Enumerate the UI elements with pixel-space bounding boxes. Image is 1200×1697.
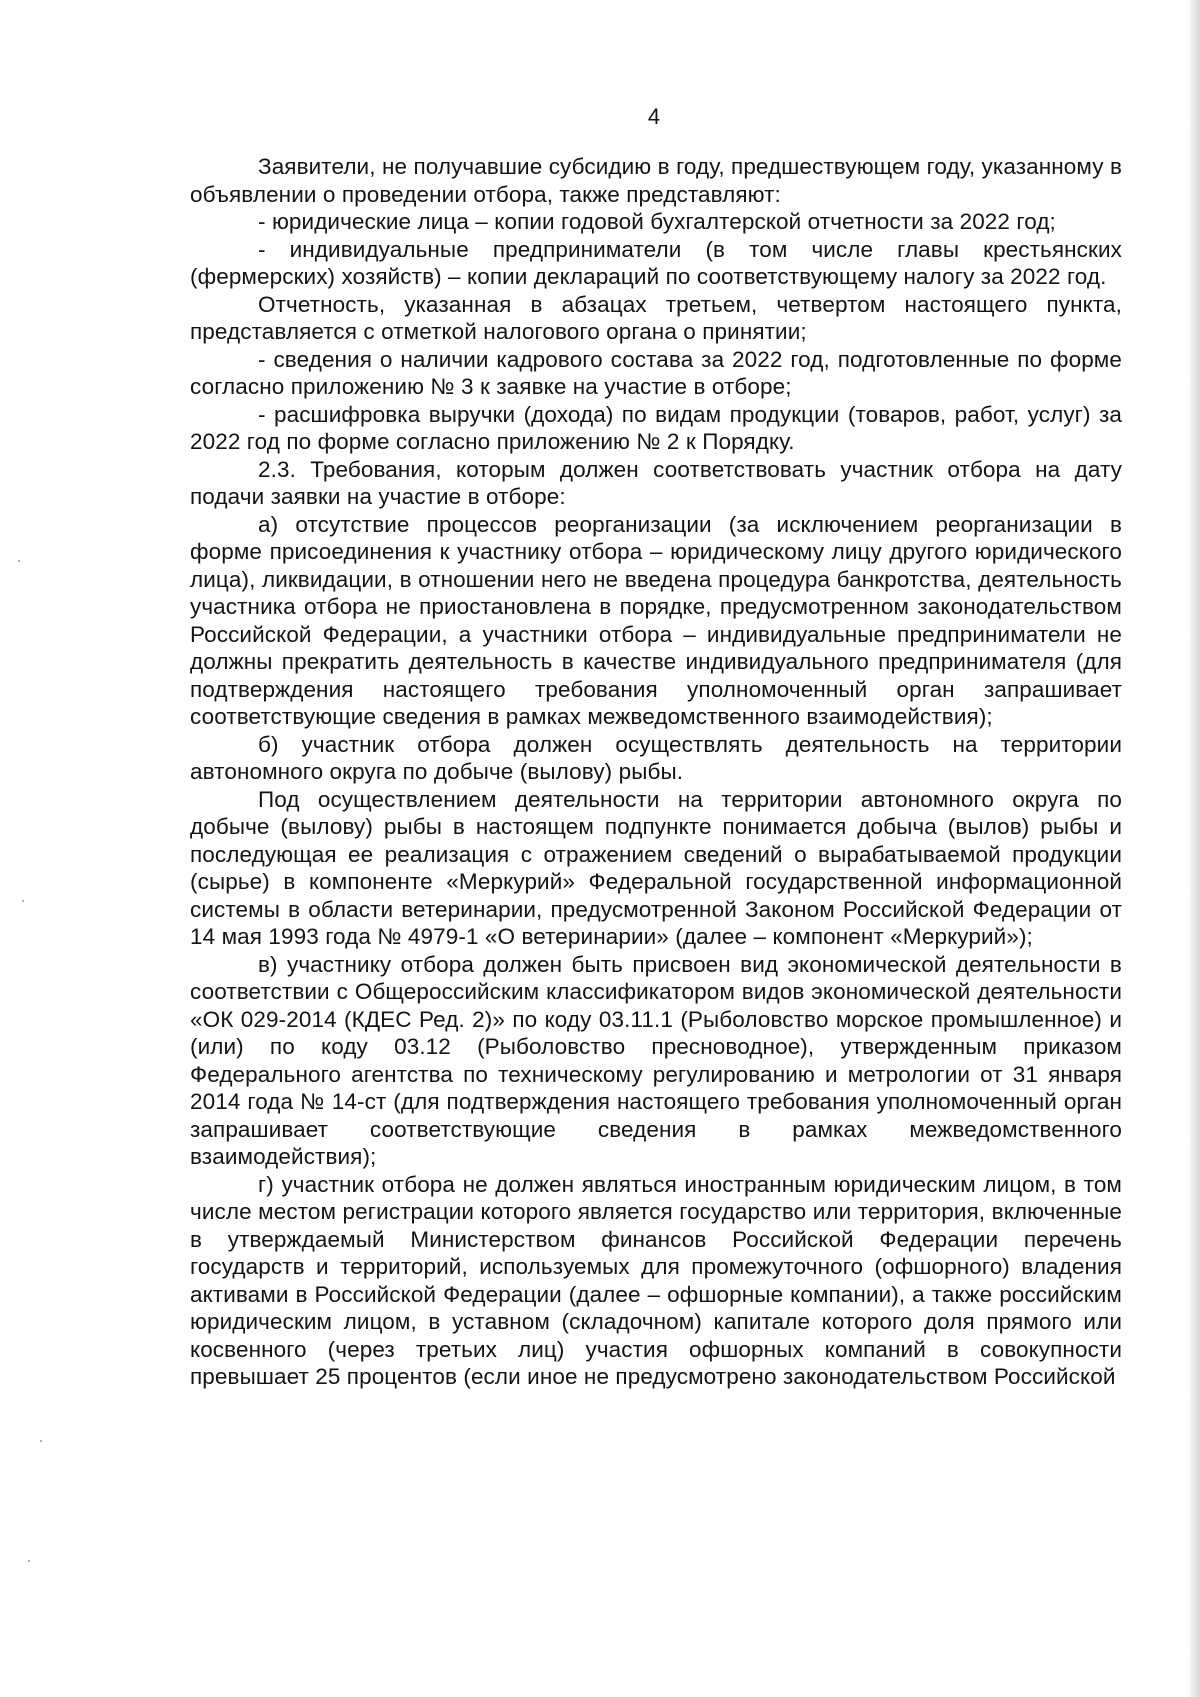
page-number: 4 (647, 104, 661, 129)
paragraph-legal-entities: - юридические лица – копии годовой бухгалтерской отчетности за 2022 год; (258, 209, 1056, 234)
scan-artifact (28, 1560, 30, 1562)
paragraph-item-v: в) участнику отбора должен быть присвоен вид экономической деятельности в соответствии с Общероссийским классификатором видов экономической деятельности «ОК 029-2014 (КДЕС Ред. 2)» по коду 03.11.1 (Рыболовство морское промышленное) и (или) по коду 03.12 (Рыболовство пресноводное), утвержденным приказом Федерального агентства по техническому регулированию и метрологии от 31 января 2014 года № 14-ст (для подтверждения настоящего требования уполномоченный орган запрашивает соответствующие сведения в рамках межведомственного взаимодействия); (190, 951, 1122, 1169)
paragraph-revenue-breakdown: - расшифровка выручки (дохода) по видам продукции (товаров, работ, услуг) за 2022 год по форме согласно приложению № 2 к Порядку. (190, 401, 1122, 454)
paragraph-section-2-3: 2.3. Требования, которым должен соответствовать участник отбора на дату подачи заявки на участие в отборе: (190, 456, 1122, 509)
paragraph-applicants: Заявители, не получавшие субсидию в году, предшествующем году, указанному в объявлении о проведении отбора, также представляют: (190, 154, 1122, 207)
scan-artifact (40, 1440, 42, 1442)
paragraph-reporting: Отчетность, указанная в абзацах третьем, четвертом настоящего пункта, представляется с отметкой налогового органа о принятии; (190, 291, 1122, 344)
scan-artifact (22, 900, 24, 902)
scan-artifact (18, 560, 20, 562)
paragraph-item-b: б) участник отбора должен осуществлять деятельность на территории автономного округа по добыче (вылову) рыбы. (190, 731, 1122, 784)
paragraph-staff-info: - сведения о наличии кадрового состава за 2022 год, подготовленные по форме согласно приложению № 3 к заявке на участие в отборе; (190, 346, 1122, 399)
paragraph-individual-entrepreneurs: - индивидуальные предприниматели (в том числе главы крестьянских (фермерских) хозяйств) – копии деклараций по соответствующему налогу за 2022 год. (190, 236, 1122, 289)
document-body (190, 153, 1122, 1391)
paragraph-item-g: г) участник отбора не должен являться иностранным юридическим лицом, в том числе местом регистрации которого является государство или территория, включенные в утверждаемый Министерством финансов Российской Федерации перечень государств и территорий, используемых для промежуточного (офшорного) владения активами в Российской Федерации (далее – офшорные компании), а также российским юридическим лицом, в уставном (складочном) капитале которого доля прямого или косвенного (через третьих лиц) участия офшорных компаний в совокупности превышает 25 процентов (если иное не предусмотрено законодательством Российской (190, 1171, 1122, 1389)
page-edge-shadow (1190, 0, 1200, 1697)
paragraph-fishing-definition: Под осуществлением деятельности на территории автономного округа по добыче (вылову) рыбы в настоящем подпункте понимается добыча (вылов) рыбы и последующая ее реализация с отражением сведений о вырабатываемой продукции (сырье) в компоненте «Меркурий» Федеральной государственной информационной системы в области ветеринарии, предусмотренной Законом Российской Федерации от 14 мая 1993 года № 4979-1 «О ветеринарии» (далее – компонент «Меркурий»); (190, 786, 1122, 949)
paragraph-item-a: а) отсутствие процессов реорганизации (за исключением реорганизации в форме присоединения к участнику отбора – юридическому лицу другого юридического лица), ликвидации, в отношении него не введена процедура банкротства, деятельность участника отбора не приостановлена в порядке, предусмотренном законодательством Российской Федерации, а участники отбора – индивидуальные предприниматели не должны прекратить деятельность в качестве индивидуального предпринимателя (для подтверждения настоящего требования уполномоченный орган запрашивает соответствующие сведения в рамках межведомственного взаимодействия); (190, 511, 1122, 729)
